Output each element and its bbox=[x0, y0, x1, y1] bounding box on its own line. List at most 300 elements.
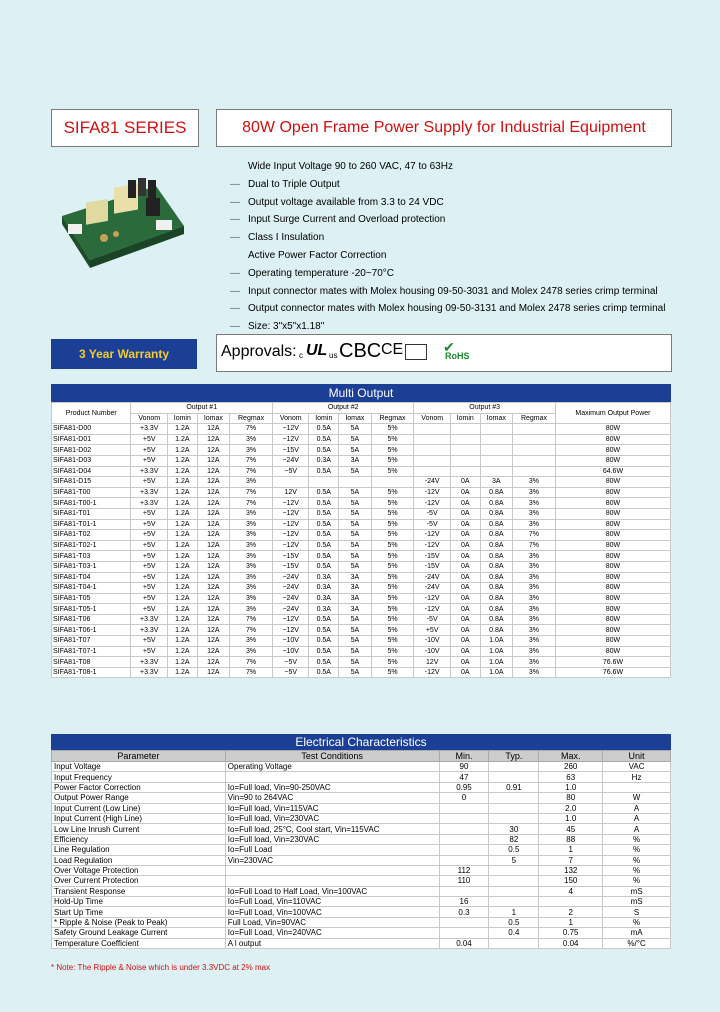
product-number-cell: SIFA81-T04-1 bbox=[52, 583, 131, 594]
table-cell: 0.5A bbox=[309, 434, 339, 445]
test-condition-cell: Io=Full Load, Vin=100VAC bbox=[225, 907, 439, 917]
sub-header: Regmax bbox=[371, 413, 414, 424]
value-cell: mA bbox=[603, 928, 671, 938]
table-cell: 5A bbox=[339, 519, 371, 530]
value-cell bbox=[439, 834, 489, 844]
table-cell: 7% bbox=[513, 540, 556, 551]
table-row bbox=[52, 886, 671, 896]
test-condition-cell: Vin=90 to 264VAC bbox=[225, 793, 439, 803]
table-cell: 80W bbox=[555, 445, 670, 456]
table-row bbox=[52, 540, 671, 551]
ce-logo-icon: CE bbox=[381, 341, 404, 358]
table-cell: -12V bbox=[414, 498, 451, 509]
table-cell: 3% bbox=[513, 593, 556, 604]
table-cell: 0A bbox=[450, 519, 480, 530]
table-cell: 1.2A bbox=[168, 625, 198, 636]
table-cell: 5A bbox=[339, 667, 371, 678]
table-row bbox=[52, 477, 671, 488]
value-cell: %/°C bbox=[603, 938, 671, 948]
table-cell: 80W bbox=[555, 540, 670, 551]
table-cell: 3% bbox=[230, 540, 273, 551]
table-cell: 12A bbox=[197, 646, 229, 657]
table-cell: 3% bbox=[513, 561, 556, 572]
column-header: Parameter bbox=[52, 751, 226, 762]
table-cell bbox=[371, 477, 414, 488]
value-cell bbox=[439, 824, 489, 834]
value-cell: 0.4 bbox=[489, 928, 539, 938]
table-cell bbox=[480, 434, 512, 445]
table-cell: 5% bbox=[371, 530, 414, 541]
table-row bbox=[52, 657, 671, 668]
value-cell: 112 bbox=[439, 865, 489, 875]
product-number-cell: SIFA81-D02 bbox=[52, 445, 131, 456]
table-cell: 12V bbox=[272, 487, 309, 498]
table-cell: 1.0A bbox=[480, 667, 512, 678]
table-cell: 0.5A bbox=[309, 540, 339, 551]
table-cell: 5A bbox=[339, 561, 371, 572]
table-cell: -10V bbox=[414, 646, 451, 657]
table-cell: 5A bbox=[339, 540, 371, 551]
table-cell: 0.8A bbox=[480, 498, 512, 509]
table-cell: -5V bbox=[414, 614, 451, 625]
product-number-cell: SIFA81-T00 bbox=[52, 487, 131, 498]
value-cell: 1 bbox=[539, 917, 603, 927]
multi-output-table bbox=[51, 402, 671, 678]
table-cell: 80W bbox=[555, 477, 670, 488]
table-cell: +5V bbox=[131, 551, 168, 562]
table-cell: 0A bbox=[450, 498, 480, 509]
parameter-cell: Over Voltage Protection bbox=[52, 865, 226, 875]
table-cell: 0.5A bbox=[309, 498, 339, 509]
table-cell: 3% bbox=[513, 614, 556, 625]
value-cell: 16 bbox=[439, 897, 489, 907]
table-cell bbox=[480, 455, 512, 466]
table-cell: 5% bbox=[371, 487, 414, 498]
test-condition-cell: Io=Full Load to Half Load, Vin=100VAC bbox=[225, 886, 439, 896]
feature-item bbox=[230, 300, 665, 318]
test-condition-cell: Operating Voltage bbox=[225, 762, 439, 772]
parameter-cell: Input Current (High Line) bbox=[52, 813, 226, 823]
table-row bbox=[52, 855, 671, 865]
test-condition-cell: Vin=230VAC bbox=[225, 855, 439, 865]
table-cell: 5% bbox=[371, 561, 414, 572]
value-cell: 4 bbox=[539, 886, 603, 896]
value-cell bbox=[489, 886, 539, 896]
sub-header: Regmax bbox=[230, 413, 273, 424]
value-cell: 80 bbox=[539, 793, 603, 803]
value-cell: 0.75 bbox=[539, 928, 603, 938]
table-cell: 3% bbox=[513, 583, 556, 594]
parameter-cell: Start Up Time bbox=[52, 907, 226, 917]
table-cell: 5% bbox=[371, 593, 414, 604]
table-row bbox=[52, 561, 671, 572]
table-row bbox=[52, 636, 671, 647]
table-row bbox=[52, 424, 671, 435]
value-cell: Hz bbox=[603, 772, 671, 782]
col-product-number: Product Number bbox=[52, 403, 131, 424]
column-header: Typ. bbox=[489, 751, 539, 762]
value-cell: % bbox=[603, 845, 671, 855]
sub-header: Vonom bbox=[272, 413, 309, 424]
table-cell: −12V bbox=[272, 540, 309, 551]
table-cell: 7% bbox=[230, 455, 273, 466]
table-cell: 0A bbox=[450, 508, 480, 519]
table-cell: 64.6W bbox=[555, 466, 670, 477]
value-cell: % bbox=[603, 855, 671, 865]
table-row bbox=[52, 803, 671, 813]
product-number-cell: SIFA81-T07 bbox=[52, 636, 131, 647]
table-cell: 3% bbox=[513, 646, 556, 657]
value-cell: 47 bbox=[439, 772, 489, 782]
table-cell: 1.2A bbox=[168, 530, 198, 541]
table-cell: 5% bbox=[371, 614, 414, 625]
test-condition-cell: Full Load, Vin=90VAC bbox=[225, 917, 439, 927]
table-cell: 7% bbox=[230, 614, 273, 625]
table-cell: 5% bbox=[371, 572, 414, 583]
table-cell bbox=[414, 424, 451, 435]
table-cell: 5% bbox=[371, 646, 414, 657]
table-cell: 1.0A bbox=[480, 636, 512, 647]
product-number-cell: SIFA81-T07-1 bbox=[52, 646, 131, 657]
test-condition-cell: Io=Full load, Vin=230VAC bbox=[225, 813, 439, 823]
table-cell bbox=[513, 445, 556, 456]
table-cell: 1.2A bbox=[168, 604, 198, 615]
feature-bullet: — bbox=[230, 178, 240, 190]
table-cell: 1.2A bbox=[168, 540, 198, 551]
table-cell: -12V bbox=[414, 487, 451, 498]
col-output-2: Output #2 bbox=[272, 403, 413, 414]
table-cell: 3% bbox=[513, 604, 556, 615]
table-cell: 3% bbox=[513, 508, 556, 519]
table-cell: 5% bbox=[371, 657, 414, 668]
table-cell: 5% bbox=[371, 667, 414, 678]
product-number-cell: SIFA81-T06 bbox=[52, 614, 131, 625]
table-cell: 0.8A bbox=[480, 583, 512, 594]
table-cell: 1.2A bbox=[168, 583, 198, 594]
table-cell: +5V bbox=[131, 561, 168, 572]
value-cell: 45 bbox=[539, 824, 603, 834]
table-cell: 12A bbox=[197, 572, 229, 583]
product-number-cell: SIFA81-D00 bbox=[52, 424, 131, 435]
test-condition-cell bbox=[225, 772, 439, 782]
table-cell: 3A bbox=[339, 455, 371, 466]
table-cell: 1.2A bbox=[168, 593, 198, 604]
table-cell: 0A bbox=[450, 583, 480, 594]
value-cell: 63 bbox=[539, 772, 603, 782]
table-cell: 3% bbox=[513, 477, 556, 488]
table-cell: 1.0A bbox=[480, 646, 512, 657]
value-cell: 110 bbox=[439, 876, 489, 886]
table-cell: 0.5A bbox=[309, 551, 339, 562]
feature-bullet: — bbox=[230, 232, 240, 244]
table-row bbox=[52, 845, 671, 855]
value-cell: % bbox=[603, 917, 671, 927]
series-title-box bbox=[51, 109, 199, 147]
sub-header: Iomax bbox=[197, 413, 229, 424]
table-cell: 0A bbox=[450, 540, 480, 551]
table-cell: 0A bbox=[450, 636, 480, 647]
table-row bbox=[52, 865, 671, 875]
table-cell bbox=[414, 466, 451, 477]
table-cell: 5% bbox=[371, 551, 414, 562]
sub-header: Vonom bbox=[131, 413, 168, 424]
ripple-noise-note: * Note: The Ripple & Noise which is under 3.3VDC at 2% max bbox=[51, 963, 271, 972]
feature-text: Operating temperature -20~70°C bbox=[248, 267, 395, 279]
table-cell: 12V bbox=[414, 657, 451, 668]
table-cell: 1.2A bbox=[168, 614, 198, 625]
table-cell: +5V bbox=[131, 434, 168, 445]
table-cell: 1.2A bbox=[168, 561, 198, 572]
table-cell: −10V bbox=[272, 636, 309, 647]
table-cell bbox=[513, 424, 556, 435]
value-cell bbox=[439, 813, 489, 823]
table-cell: 5A bbox=[339, 657, 371, 668]
table-cell: 80W bbox=[555, 455, 670, 466]
table-cell bbox=[414, 445, 451, 456]
table-row bbox=[52, 572, 671, 583]
table-cell: 0.5A bbox=[309, 667, 339, 678]
table-cell: 3% bbox=[230, 593, 273, 604]
col-max-output-power: Maximum Output Power bbox=[555, 403, 670, 424]
test-condition-cell: Io=Full load, Vin=230VAC bbox=[225, 834, 439, 844]
value-cell: 0.3 bbox=[439, 907, 489, 917]
table-row bbox=[52, 834, 671, 844]
table-row bbox=[52, 876, 671, 886]
product-number-cell: SIFA81-T02 bbox=[52, 530, 131, 541]
feature-item bbox=[230, 194, 665, 212]
table-cell: 5A bbox=[339, 625, 371, 636]
table-cell: 3% bbox=[230, 551, 273, 562]
value-cell: 132 bbox=[539, 865, 603, 875]
table-cell: +3.3V bbox=[131, 424, 168, 435]
parameter-cell: Over Current Protection bbox=[52, 876, 226, 886]
table-cell: +3.3V bbox=[131, 667, 168, 678]
value-cell: mS bbox=[603, 886, 671, 896]
table-cell: 80W bbox=[555, 583, 670, 594]
table-cell: 1.2A bbox=[168, 572, 198, 583]
table-cell: 0.5A bbox=[309, 445, 339, 456]
table-cell: 1.2A bbox=[168, 455, 198, 466]
table-cell: 12A bbox=[197, 614, 229, 625]
table-cell: 0.8A bbox=[480, 551, 512, 562]
rohs-logo-icon: RoHS bbox=[445, 351, 470, 361]
table-cell: 0A bbox=[450, 593, 480, 604]
table-cell: −15V bbox=[272, 561, 309, 572]
table-cell bbox=[480, 445, 512, 456]
headline-box bbox=[216, 109, 672, 147]
table-cell bbox=[414, 434, 451, 445]
table-cell: 12A bbox=[197, 455, 229, 466]
table-cell: -10V bbox=[414, 636, 451, 647]
table-cell: −5V bbox=[272, 466, 309, 477]
table-cell: 0.8A bbox=[480, 519, 512, 530]
table-cell: −5V bbox=[272, 657, 309, 668]
table-cell: 5% bbox=[371, 455, 414, 466]
table-row bbox=[52, 498, 671, 509]
table-cell: 7% bbox=[230, 466, 273, 477]
value-cell bbox=[489, 793, 539, 803]
table-cell: 80W bbox=[555, 498, 670, 509]
table-cell bbox=[414, 455, 451, 466]
table-cell: 80W bbox=[555, 646, 670, 657]
value-cell bbox=[439, 886, 489, 896]
table-cell bbox=[480, 466, 512, 477]
value-cell bbox=[489, 897, 539, 907]
table-cell: 3% bbox=[513, 551, 556, 562]
parameter-cell: Transient Response bbox=[52, 886, 226, 896]
table-row bbox=[52, 646, 671, 657]
test-condition-cell: Io=Full Load, Vin=240VAC bbox=[225, 928, 439, 938]
table-cell: 80W bbox=[555, 434, 670, 445]
feature-text: Output voltage available from 3.3 to 24 VDC bbox=[248, 196, 444, 208]
table-row bbox=[52, 614, 671, 625]
value-cell bbox=[439, 928, 489, 938]
table-cell: 1.2A bbox=[168, 445, 198, 456]
table-cell: 3% bbox=[230, 583, 273, 594]
table-cell: 12A bbox=[197, 583, 229, 594]
table-cell: 1.2A bbox=[168, 498, 198, 509]
table-cell: 1.2A bbox=[168, 657, 198, 668]
table-cell: +5V bbox=[131, 477, 168, 488]
table-cell: 5% bbox=[371, 625, 414, 636]
table-cell: 12A bbox=[197, 636, 229, 647]
table-cell: 7% bbox=[513, 530, 556, 541]
product-number-cell: SIFA81-D03 bbox=[52, 455, 131, 466]
table-cell: 0.8A bbox=[480, 593, 512, 604]
table-cell: 12A bbox=[197, 625, 229, 636]
table-cell: 80W bbox=[555, 604, 670, 615]
table-cell: −12V bbox=[272, 498, 309, 509]
table-cell: 3% bbox=[513, 487, 556, 498]
certificate-icon bbox=[405, 344, 427, 360]
table-row bbox=[52, 667, 671, 678]
table-cell: 3% bbox=[230, 604, 273, 615]
table-cell: +5V bbox=[131, 636, 168, 647]
table-cell: 80W bbox=[555, 614, 670, 625]
table-cell bbox=[513, 455, 556, 466]
table-cell: −10V bbox=[272, 646, 309, 657]
table-cell: 0.8A bbox=[480, 625, 512, 636]
table-cell: 12A bbox=[197, 498, 229, 509]
value-cell: S bbox=[603, 907, 671, 917]
table-cell: 0.8A bbox=[480, 614, 512, 625]
parameter-cell: Efficiency bbox=[52, 834, 226, 844]
feature-bullet bbox=[230, 247, 248, 265]
table-cell: +3.3V bbox=[131, 498, 168, 509]
table-cell: 80W bbox=[555, 551, 670, 562]
table-cell: 3A bbox=[339, 583, 371, 594]
table-cell: +5V bbox=[131, 604, 168, 615]
table-cell: -5V bbox=[414, 519, 451, 530]
table-cell: +5V bbox=[131, 508, 168, 519]
value-cell: % bbox=[603, 865, 671, 875]
table-cell: 1.2A bbox=[168, 508, 198, 519]
value-cell: A bbox=[603, 813, 671, 823]
table-cell: 12A bbox=[197, 508, 229, 519]
sub-header: Iomin bbox=[168, 413, 198, 424]
value-cell: 260 bbox=[539, 762, 603, 772]
table-cell: -12V bbox=[414, 593, 451, 604]
table-cell: 1.0A bbox=[480, 657, 512, 668]
table-cell: 0.3A bbox=[309, 604, 339, 615]
table-cell: 80W bbox=[555, 424, 670, 435]
table-cell: 0.5A bbox=[309, 614, 339, 625]
table-cell: 5A bbox=[339, 551, 371, 562]
value-cell: 0.91 bbox=[489, 782, 539, 792]
table-cell: 80W bbox=[555, 625, 670, 636]
table-cell: 0A bbox=[450, 530, 480, 541]
multi-output-title: Multi Output bbox=[51, 384, 671, 402]
table-row bbox=[52, 466, 671, 477]
ul-logo-icon: UL bbox=[306, 342, 328, 359]
table-cell: 3% bbox=[513, 519, 556, 530]
feature-bullet: — bbox=[230, 214, 240, 226]
value-cell bbox=[489, 876, 539, 886]
table-cell: -15V bbox=[414, 551, 451, 562]
sub-header: Iomax bbox=[339, 413, 371, 424]
table-cell: 3% bbox=[513, 657, 556, 668]
value-cell bbox=[603, 782, 671, 792]
sub-header: Regmax bbox=[513, 413, 556, 424]
table-cell: +5V bbox=[131, 519, 168, 530]
table-row bbox=[52, 917, 671, 927]
table-cell bbox=[480, 424, 512, 435]
value-cell: 82 bbox=[489, 834, 539, 844]
table-cell: +3.3V bbox=[131, 625, 168, 636]
product-number-cell: SIFA81-D01 bbox=[52, 434, 131, 445]
col-output-1: Output #1 bbox=[131, 403, 272, 414]
series-title: SIFA81 SERIES bbox=[63, 118, 187, 137]
product-number-cell: SIFA81-T03 bbox=[52, 551, 131, 562]
table-cell: 3% bbox=[230, 561, 273, 572]
table-cell: 0A bbox=[450, 657, 480, 668]
table-cell: 5A bbox=[339, 508, 371, 519]
column-header: Max. bbox=[539, 751, 603, 762]
table-cell: −24V bbox=[272, 583, 309, 594]
feature-item bbox=[230, 283, 665, 301]
table-cell: 3% bbox=[230, 508, 273, 519]
table-cell: 0A bbox=[450, 646, 480, 657]
table-cell bbox=[450, 424, 480, 435]
table-cell: 5% bbox=[371, 583, 414, 594]
table-cell: +5V bbox=[131, 455, 168, 466]
product-number-cell: SIFA81-T02-1 bbox=[52, 540, 131, 551]
table-cell: 7% bbox=[230, 498, 273, 509]
feature-bullet: — bbox=[230, 285, 240, 297]
value-cell: A bbox=[603, 803, 671, 813]
table-cell: -12V bbox=[414, 604, 451, 615]
table-cell: 3% bbox=[230, 519, 273, 530]
table-cell: 1.2A bbox=[168, 646, 198, 657]
value-cell: 1 bbox=[539, 845, 603, 855]
table-cell: −24V bbox=[272, 593, 309, 604]
value-cell: 0.04 bbox=[439, 938, 489, 948]
value-cell bbox=[439, 845, 489, 855]
table-cell: -12V bbox=[414, 540, 451, 551]
table-row bbox=[52, 551, 671, 562]
table-cell: 3% bbox=[230, 477, 273, 488]
table-cell: 0.5A bbox=[309, 424, 339, 435]
column-header: Test Conditions bbox=[225, 751, 439, 762]
table-cell: 3A bbox=[480, 477, 512, 488]
table-cell: -15V bbox=[414, 561, 451, 572]
feature-item bbox=[230, 211, 665, 229]
table-cell: 12A bbox=[197, 604, 229, 615]
table-cell: 3% bbox=[230, 445, 273, 456]
value-cell bbox=[539, 897, 603, 907]
feature-item bbox=[230, 158, 665, 176]
table-cell: 3% bbox=[513, 667, 556, 678]
